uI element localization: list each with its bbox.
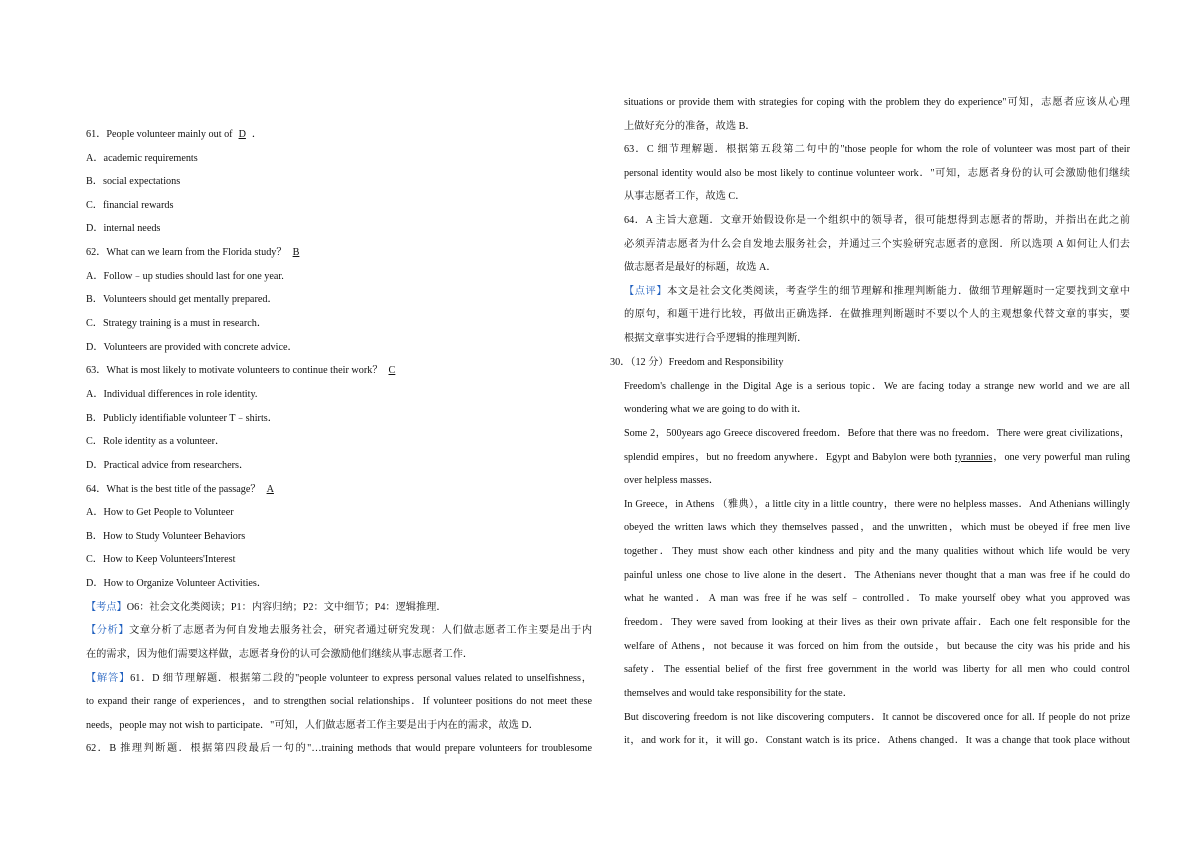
passage-line: freedom．They were saved from looking at their lives as their own private affair．Each one felt responsible for the [624,617,1130,628]
passage-text: ，one very powerful man ruling [992,452,1130,463]
fenxi-section [86,624,592,638]
option-d: D．Volunteers are provided with concrete advice． [86,342,298,353]
passage-line [624,451,1130,465]
passage-line: But discovering freedom is not like discovering computers．It cannot be discovered once for all. If people do not prize [624,712,1130,723]
passage-line: together．They must show each other kindness and pity and the many qualities without which life would be very [624,546,1130,557]
question-63 [86,364,401,378]
answer-blank: B [292,247,300,258]
jieda-text-line: 从事志愿者工作，故选 C． [624,191,746,202]
option-d: D．Practical advice from researchers． [86,460,250,471]
question-stem: 62．What can we learn from the Florida study？ [86,247,287,258]
dianping-text: 本文是社会文化类阅读，考查学生的细节理解和推理判断能力．做细节理解题时一定要找到文章中 [667,286,1131,297]
dianping-text-line: 的原句，和题干进行比较，再做出正确选择．在做推理判断题时不要以个人的主观想象代替文章的事实，要 [624,309,1130,320]
jieda-text-line: 63．C 细节理解题．根据第五段第二句中的"those people for whom the role of volunteer was most part of their [624,144,1130,155]
question-61 [86,128,262,142]
dianping-tag: 【点评】 [624,286,668,297]
passage-line: Some 2，500years ago Greece discovered freedom．Before that there was no freedom．There were great civilizations， [624,428,1130,439]
passage-line: what he wanted．A man was free if he was self﹣controlled．To make yourself obey what you approved was [624,593,1130,604]
passage-line: it，and work for it，it will go．Constant watch is its price．Athens changed．It was a change that took place without [624,735,1130,746]
passage-line: obeyed the written laws which they themselves passed，and the unwritten，which must be obeyed if free men live [624,522,1130,533]
jieda-text-line: 做志愿者是最好的标题，故选 A． [624,262,777,273]
jieda-text-line: 上做好充分的准备，故选 B． [624,121,756,132]
jieda-text-line: personal identity would also be most likely to continue volunteer work．"可知，志愿者身份的认可会激励他们继续 [624,168,1130,179]
question-stem: 64．What is the best title of the passage？ [86,484,261,495]
question-64 [86,483,280,497]
answer-blank: C [388,365,396,376]
kaodian-text: O6：社会文化类阅读；P1：内容归纳；P2：文中细节；P4：逻辑推理． [126,602,447,613]
passage-line: Freedom's challenge in the Digital Age is a serious topic．We are facing today a strange new world and we are all [624,381,1130,392]
passage-line: themselves and would take responsibility for the state． [624,688,853,699]
question-stem: 61．People volunteer mainly out of [86,129,233,140]
passage-line: over helpless masses． [624,475,720,486]
underlined-word: tyrannies [954,452,993,463]
question-stem: 63．What is most likely to motivate volunteers to continue their work？ [86,365,383,376]
option-c: C．Role identity as a volunteer． [86,436,226,447]
jieda-text: 61．D 细节理解题．根据第二段的"people volunteer to express personal values related to unselfishness， [130,673,592,684]
answer-blank: D [238,129,246,140]
passage-line: painful unless one chose to live alone in the desert．The Athenians never thought that a man was free if he could do [624,570,1130,581]
jieda-text-line: to expand their range of experiences，and to strengthen social relationships．If volunteer positions do not meet these [86,696,592,707]
option-b: B．How to Study Volunteer Behaviors [86,531,246,542]
passage-line: wondering what we are going to do with it． [624,404,808,415]
passage-line: In Greece，in Athens （雅典），a little city in a little country，there were no helpless masses．And Athenians willingly [624,499,1130,510]
jieda-text-line: 62．B 推理判断题．根据第四段最后一句的"…training methods that would prepare volunteers for troublesome [86,743,592,754]
stem-end: ． [251,129,263,140]
option-c: C．Strategy training is a must in research． [86,318,268,329]
option-a: A．Follow﹣up studies should last for one year. [86,271,284,282]
kaodian-tag: 【考点】 [86,602,127,613]
passage-text: splendid empires，but no freedom anywhere．Egypt and Babylon were both [624,452,955,463]
passage-line: welfare of Athens，not because it was forced on him from the outside，but because the city was his pride and his [624,641,1130,652]
option-d: D．How to Organize Volunteer Activities． [86,578,268,589]
jieda-text-line: 必须弄清志愿者为什么会自发地去服务社会，并通过三个实验研究志愿者的意图．所以选项 A 如何让人们去 [624,239,1130,250]
option-c: C．financial rewards [86,200,174,211]
jieda-section [86,672,592,686]
kaodian-section [86,601,447,615]
option-d: D．internal needs [86,223,161,234]
dianping-text-line: 根据文章事实进行合乎逻辑的推理判断． [624,333,808,344]
option-b: B．Publicly identifiable volunteer T﹣shirts． [86,413,278,424]
passage-line: safety．The essential belief of the first free government in the world was liberty for all men who could control [624,664,1130,675]
option-a: A．Individual differences in role identity. [86,389,258,400]
option-a: A．How to Get People to Volunteer [86,507,234,518]
question-62 [86,246,305,260]
jieda-tag: 【解答】 [86,673,131,684]
dianping-section [624,285,1130,299]
fenxi-text-line: 在的需求，因为他们需要这样做，志愿者身份的认可会激励他们继续从事志愿者工作． [86,649,474,660]
option-c: C．How to Keep Volunteers'Interest [86,554,236,565]
option-b: B．social expectations [86,176,181,187]
answer-blank: A [266,484,274,495]
jieda-text-line: situations or provide them with strategies for coping with the problem they do experience"可知，志愿者应该从心理 [624,97,1130,108]
fenxi-text: 文章分析了志愿者为何自发地去服务社会，研究者通过研究发现：人们做志愿者工作主要是出于内 [129,625,593,636]
option-a: A．academic requirements [86,153,198,164]
fenxi-tag: 【分析】 [86,625,130,636]
jieda-text-line: needs，people may not wish to participate．"可知，人们做志愿者工作主要是出于内在的需求，故选 D． [86,720,539,731]
question-30-title: 30．（12 分）Freedom and Responsibility [610,357,784,368]
jieda-text-line: 64．A 主旨大意题．文章开始假设你是一个组织中的领导者，很可能想得到志愿者的帮助，并指出在此之前 [624,215,1130,226]
option-b: B．Volunteers should get mentally prepared． [86,294,278,305]
